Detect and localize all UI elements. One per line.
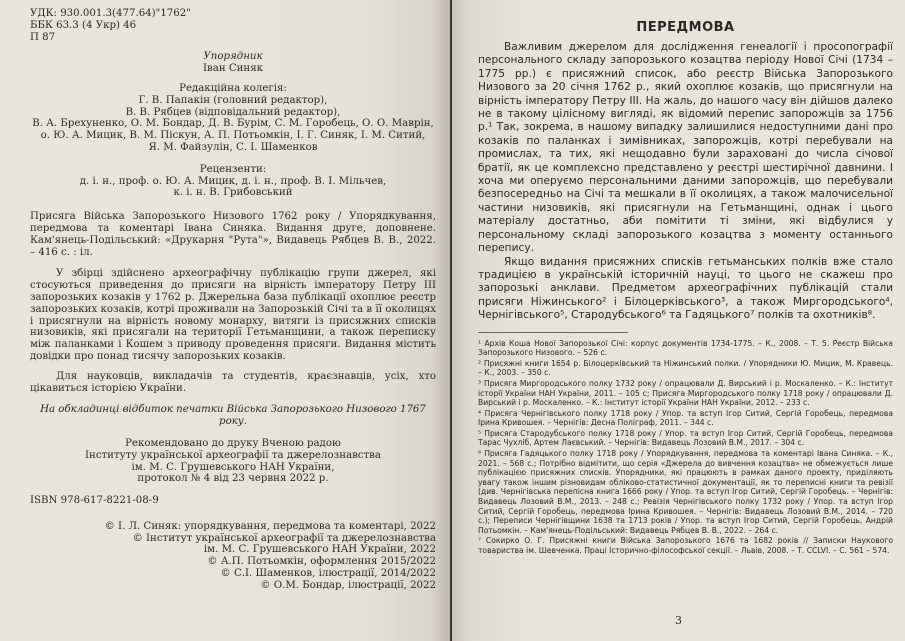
footnote: ¹ Архів Коша Нової Запорозької Січі: корпус документів 1734-1775. – К., 2008. – Т. 5. Реєстр Війська Запорозького Низового. – 526 с. [478,338,893,358]
cover-note: На обкладинці відбиток печатки Війська Запорозького Низового 1767 року. [40,404,426,428]
compiler-label: Упорядник [203,51,263,63]
footnotes [478,339,893,556]
editorial-board-deputy: В. В. Рябцев (відповідальний редактор), [125,106,341,118]
author-mark: П 87 [30,31,56,43]
footnote: ³ Присяга Миргородського полку 1732 року / опрацювали Д. Вирський і р. Москаленко. – К.: Інститут історії України НАН України, 2011. – 105 с; Присяга Миргородського полку 1718 року / опрацювали Д. Вирський і р. Москаленко. – К.: Інститут історії України НАН України, 2012. – 233 с. [478,378,893,408]
recommendation: протокол № 4 від 23 червня 2022 р. [137,473,329,485]
udk-code: УДК: 930.001.3(477.64)"1762" [30,8,191,19]
footnote-separator [478,332,628,333]
preface-paragraph: Якщо видання присяжних списків гетьманських полків вже стало традицією в українській історичній науці, то цього не скажеш про запорозькі анклави. Предметом археографічних публікацій стали присяги Ніжинського² і Білоцерківського³, а також Миргородського⁴, Чернігівського⁵, Стародубського⁶ та Гадяцького⁷ полків та охотників⁸. [478,255,893,322]
editorial-board-chief: Г. В. Папакін (головний редактор), [138,94,328,106]
chapter-heading: ПЕРЕДМОВА [636,20,735,35]
bbk-code: ББК 63.3 (4 Укр) 46 [30,19,137,31]
editorial-board-title: Редакційна колегія: [179,82,287,94]
footnote: ⁵ Присяга Стародубського полку 1718 року / Упор. та вступ Ігор Ситий, Сергій Горобець, передмова Тарас Чухліб, Артем Лаєвський. – Чернігів: Видавець Лозовий В.М., 2017. – 304 с. [478,428,893,448]
reviewers-list: к. і. н. В. Грибовський [173,187,293,199]
recommendation: Інституту української археографії та джерелознавства [85,449,381,461]
isbn: ISBN 978-617-8221-08-9 [30,495,159,507]
recommendation: Рекомендовано до друку Вченою радою [125,437,341,449]
bibliographic-citation: Присяга Війська Запорозького Низового 1762 року / Упорядкування, передмова та коментарі Івана Синяка. Видання друге, доповнене. Кам'янець-Подільський: «Друкарня "Рута"», Видавець Рябцев В. В., 2022. – 416 с. : іл. [30,211,436,258]
copyright-line: ім. М. С. Грушевського НАН України, 2022 [203,544,436,556]
recommendation: ім. М. С. Грушевського НАН України, [131,461,335,473]
copyright-line: © О.М. Бондар, ілюстрації, 2022 [260,579,436,591]
abstract: У збірці здійснено археографічну публікацію групи джерел, які стосуються приведення до присяги на вірність імператору Петру III запорозьких козаків у 1762 р. Джерельна база публікації охоплює реєстр запорозьких козаків, котрі проживали на Запорозькій Січі та в її околицях і присягнули на вірність новому монарху, витяги із присяжних списків низовиків, які присягали на території Гетьманщини, а також переписку між паланками і Кошем з приводу проведення присяги. Видання містить довідки про понад тисячу запорозьких козаків. [30,268,436,362]
page-number: 3 [675,614,682,627]
compiler-name: Іван Синяк [202,63,264,75]
editorial-board-members: В. А. Брехуненко, О. М. Бондар, Д. В. Бурім, С. М. Горобець, О. О. Маврін, [32,118,434,130]
left-page [0,0,450,641]
copyright-line: © С.І. Шаменков, ілюстрації, 2014/2022 [220,568,436,580]
reviewers-list: д. і. н., проф. о. Ю. А. Мицик, д. і. н., проф. В. І. Мільчев, [79,175,387,187]
right-page [452,0,905,641]
preface-paragraph: Важливим джерелом для дослідження генеалогії і просопографії персонального складу запорозького козацтва періоду Нової Січі (1734 – 1775 рр.) є присяжний список, або реєстр Війська Запорозького Низового за 20 січня 1762 р., який охоплює козаків, що присягнули на вірність імператору Петру III. На жаль, до нашого часу він дійшов далеко не в такому цілісному вигляді, як відомий перепис запорожців за 1756 р.¹ Так, зокрема, в нашому випадку залишилися недоступними дані про козаків по паланках і зимівниках, запорожців, котрі перебували на промислах, та тих, які нещодавно були зараховані до числа січової братії, як це комплексно представлено у реєстрі шестирічної давнини. І хоча ми оперуємо персональними даними запорожців, що перебували безпосередньо на Січі та мешкали в її околицях, а також малочисельної частини низовиків, які присягнули на Гетьманщині, однак і цього матеріалу достатньо, аби помітити ті зміни, які відбулися у персональному складі запорозького козацтва з моменту останнього перепису. [478,41,893,255]
copyright-line: © А.П. Потьомкін, оформлення 2015/2022 [207,556,436,568]
copyright-line: © І. Л. Синяк: упорядкування, передмова та коментарі, 2022 [104,520,436,532]
editorial-board-members: Я. М. Файзулін, С. І. Шаменков [148,141,318,153]
copyright-line: © Інститут української археографії та джерелознавства [132,532,436,544]
footnote: ⁷ Сокирко О. Г. Присяжні книги Війська Запорозького 1676 та 1682 років // Записки Наукового товариства ім. Шевченка. Праці Історично-філософської секції. – Львів, 2008. – Т. CCLVI. – С. 561 – 574. [478,536,893,555]
editorial-board-members: о. Ю. А. Мицик, В. М. Піскун, А. П. Потьомкін, І. Г. Синяк, І. М. Ситий, [40,130,426,142]
footnote: ⁴ Присяга Чернігівського полку 1718 року / Упор. та вступ Ігор Ситий, Сергій Горобець, передмова Ірина Кривошея. – Чернігів: Десна Поліграф, 2011. – 344 с. [478,408,893,428]
footnote: ⁶ Присяга Гадяцького полку 1718 року / Упорядкування, передмова та коментарі Івана Синяка. – К., 2021. – 568 с.; Потрібно відмітити, що серія «Джерела до вивчення козацтва» не обмежується лише публікацією присяжних списків. Упорядники, які працюють в рамках даного проекту, приділяють увагу також іншим різновидам обліково-статистичної документації, як то переписні книги та ревізії (див. Чернігівська перепісна книга 1666 року / Упор. та вступ Ігор Ситий, Сергій Горобець. – Чернігів: Видавець Лозовий В.М., 2013. – 248 с.; Ревізія Чернігівського полку 1732 року / Упор. та вступ Ігор Ситий, Сергій Горобець, передмова Ірина Кривошея. – Чернігів: Видавець Лозовий В.М., 2014. – 720 с.); Переписи Чернігівщини 1638 та 1713 років / Упор. та вступ Ігор Ситий, Сергій Горобець, Андрій Потьомкін. – Кам'янець-Подільський: Видавець Рябцев В. В., 2022. – 264 с. [478,449,893,535]
footnote: ² Присяжні книги 1654 р. Білоцерківський та Ніжинський полки. / Упорядники Ю. Мицик, М. Кравець. – К., 2003. – 350 с. [478,358,893,378]
audience-note: Для науковців, викладачів та студентів, краєзнавців, усіх, хто цікавиться історією України. [30,370,436,394]
reviewers-title: Рецензенти: [199,163,267,175]
